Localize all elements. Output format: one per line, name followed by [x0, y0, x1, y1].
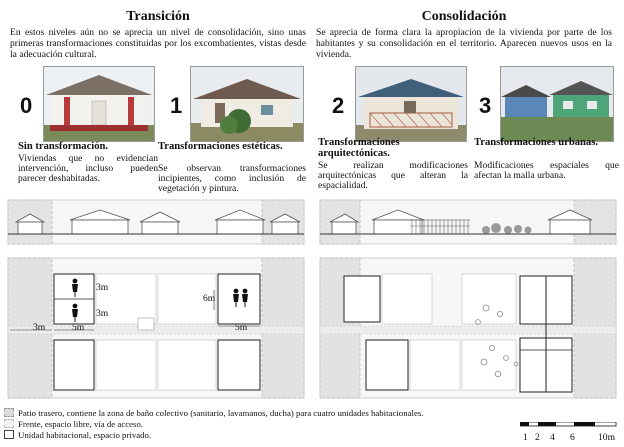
legend-swatch-frente	[4, 419, 14, 428]
scale-label-1: 1	[523, 432, 528, 443]
scale-label-2: 2	[535, 432, 540, 443]
stage-number-0: 0	[20, 93, 33, 118]
dimension-5m-left: 5m	[72, 322, 85, 333]
scale-label-4: 4	[550, 432, 555, 443]
legend-item-unidad: Unidad habitacional, espacio privado.	[4, 430, 423, 441]
stage-3-house-photo	[500, 66, 614, 142]
consolidacion-title: Consolidación	[421, 9, 507, 24]
stage-2-house-photo	[355, 66, 467, 142]
stage-2-description: Se realizan modificaciones arquitectónicas que alteran la espacialidad.	[318, 160, 468, 192]
stage-number-2: 2	[332, 93, 345, 118]
stage-1-title: Transformaciones estéticas.	[158, 141, 283, 152]
transicion-description: En estos niveles aún no se aprecia un nivel de consolidación, sino unas primeras transformaciones constituidas por los excombatientes, vistas desde la adecuación cultural.	[10, 27, 306, 60]
dimension-3m-left: 3m	[33, 322, 46, 333]
scale-bar	[520, 422, 618, 430]
dimension-3m: 3m	[96, 282, 109, 293]
stage-0-house-photo	[43, 66, 155, 142]
consolidacion-description: Se aprecia de forma clara la apropiacion de la vivienda por parte de los habitantes y su consolidación en el territorio. Aparecen nuevos usos en la vivienda.	[316, 27, 612, 60]
transicion-title: Transición	[126, 9, 190, 24]
dimension-5m-right: 5m	[235, 322, 248, 333]
scale-label-10m: 10m	[598, 432, 616, 443]
stage-2-title: Transformaciones arquitectónicas.	[318, 137, 400, 159]
stage-1-description: Se observan transformaciones incipientes, como inclusión de vegetación y pintura.	[158, 163, 306, 195]
stage-0-description: Viviendas que no evidencian intervención, incluso pueden parecer deshabitadas.	[18, 153, 158, 185]
legend-item-frente: Frente, espacio libre, vía de acceso.	[4, 419, 423, 430]
elevation-drawing	[0, 192, 624, 250]
stage-number-1: 1	[170, 93, 183, 118]
legend-swatch-unidad	[4, 430, 14, 439]
stage-3-description: Modificaciones espaciales que afectan la malla urbana.	[474, 160, 619, 182]
scale-label-6: 6	[570, 432, 575, 443]
legend	[4, 408, 423, 441]
dimension-3m: 3m	[96, 308, 109, 319]
dimension-6m: 6m	[203, 293, 216, 304]
stage-number-3: 3	[479, 93, 492, 118]
floor-plan-drawing	[0, 254, 624, 404]
stage-1-house-photo	[190, 66, 304, 142]
stage-3-title: Transformaciones urbanas.	[474, 137, 598, 148]
legend-item-patio: Patio trasero, contiene la zona de baño colectivo (sanitario, lavamanos, ducha) para cuatro unidades habitacionales.	[4, 408, 423, 419]
legend-swatch-patio	[4, 408, 14, 417]
stage-0-title: Sin transformación.	[18, 141, 109, 152]
